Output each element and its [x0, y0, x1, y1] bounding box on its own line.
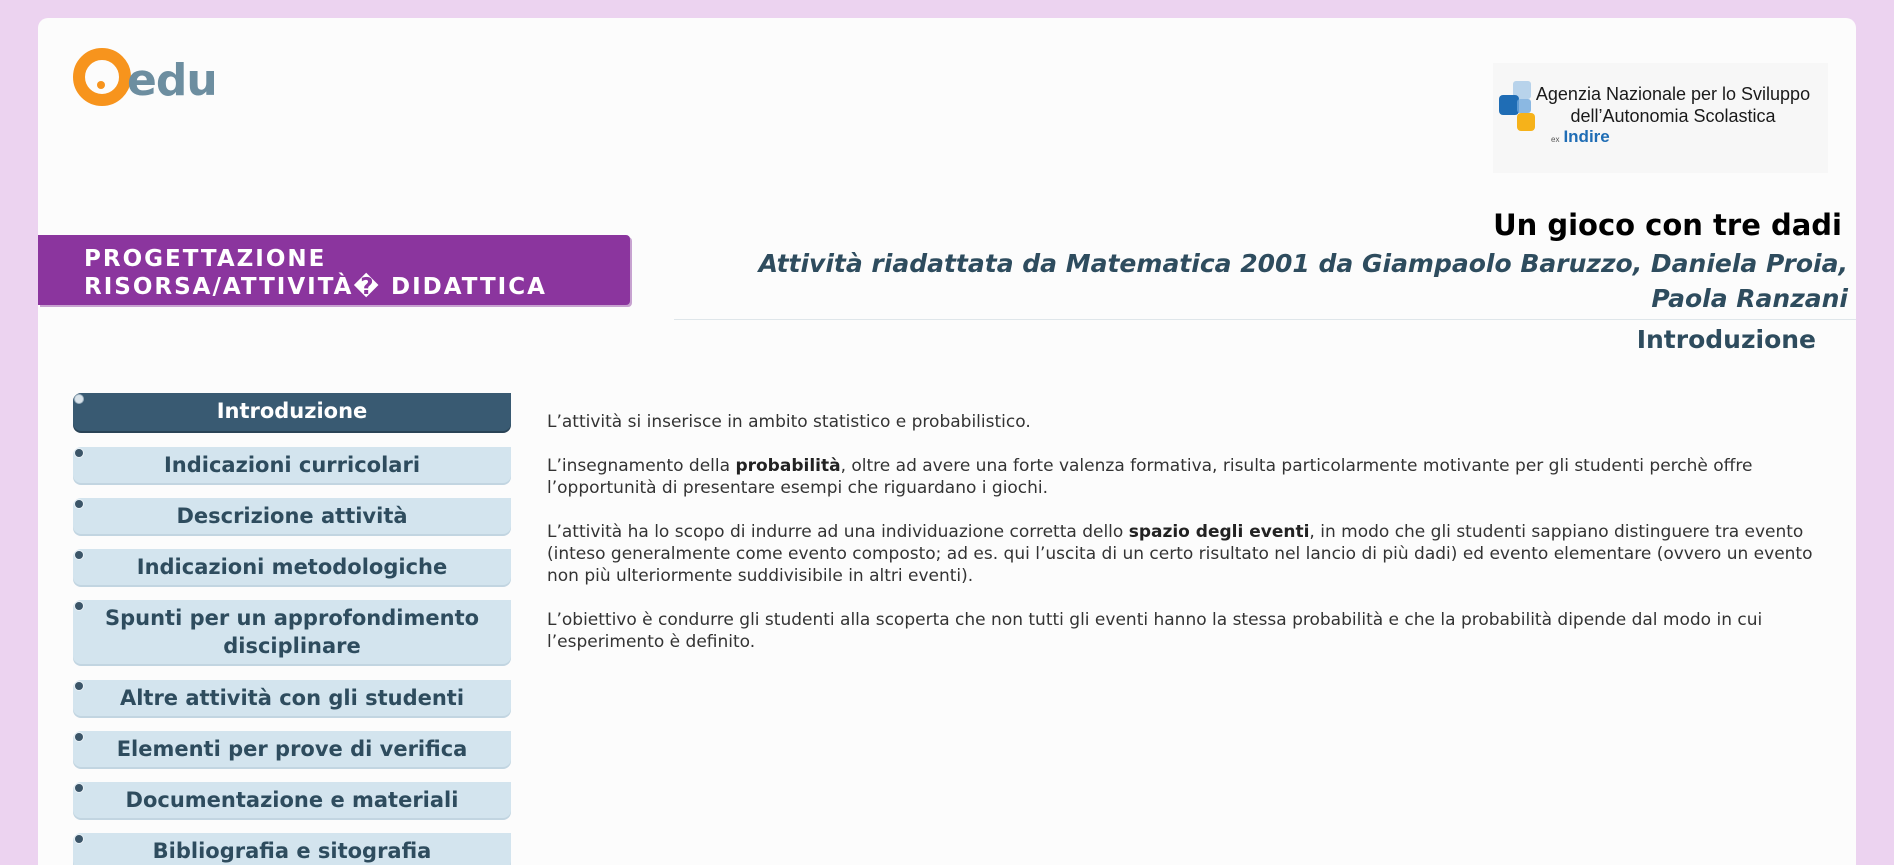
agency-logo[interactable]	[1493, 63, 1828, 173]
paragraph-1: L’attività si inserisce in ambito statistico e probabilistico.	[547, 412, 1031, 432]
nav-item-prove-verifica[interactable]	[73, 731, 511, 767]
edu-logo[interactable]	[72, 41, 222, 111]
bullet-icon	[75, 449, 83, 457]
page-container	[38, 18, 1856, 865]
paragraph-2-post: , oltre ad avere una forte valenza formativa, risulta particolarmente motivante per gli studenti perchè offre l’opportunità di presentare esempi che riguardano i giochi.	[547, 456, 1753, 498]
agency-sub: ex	[1551, 135, 1560, 144]
nav-item-label: Introduzione	[216, 399, 368, 423]
paragraph-3-bold: spazio degli eventi	[1128, 522, 1310, 542]
agency-name: Agenzia Nazionale per lo Sviluppo dell’Autonomia Scolastica	[1535, 84, 1811, 126]
bullet-icon	[75, 395, 83, 403]
nav-item-introduzione[interactable]	[73, 393, 511, 431]
paragraph-3-post: , in modo che gli studenti sappiano distinguere tra evento (inteso generalmente come evento composto; ad es. qui l’uscita di un certo risultato nel lancio di più dadi) ed evento elementare (ovvero un evento non più ulteriormente suddivisibile in altri eventi).	[547, 522, 1813, 586]
page-subtitle: Attività riadattata da Matematica 2001 da Giampaolo Baruzzo, Daniela Proia, Paola Ranzani	[758, 249, 1848, 313]
paragraph-2-pre: L’insegnamento della	[547, 456, 736, 476]
nav-item-label: Elementi per prove di verifica	[116, 737, 468, 761]
nav-item-label: Bibliografia e sitografia	[152, 839, 432, 863]
bullet-icon	[75, 500, 83, 508]
nav-item-bibliografia[interactable]	[73, 833, 511, 865]
nav-item-label: Indicazioni curricolari	[163, 453, 421, 477]
page-title: Un gioco con tre dadi	[1493, 208, 1842, 242]
nav-item-indicazioni-metodologiche[interactable]	[73, 549, 511, 585]
nav-item-label: Spunti per un approfondimento disciplinare	[104, 606, 480, 658]
edu-logo-icon	[72, 41, 222, 111]
logo-text: edu	[127, 55, 217, 106]
paragraph-3-pre: L’attività ha lo scopo di indurre ad una individuazione corretta dello	[547, 522, 1129, 542]
nav-item-indicazioni-curricolari[interactable]	[73, 447, 511, 483]
agency-brand	[1551, 127, 1610, 147]
agency-brand-name: Indire	[1563, 127, 1610, 146]
bullet-icon	[75, 784, 83, 792]
bullet-icon	[75, 835, 83, 843]
nav-item-documentazione[interactable]	[73, 782, 511, 818]
nav-item-label: Altre attività con gli studenti	[119, 686, 465, 710]
bullet-icon	[75, 602, 83, 610]
paragraph-3	[547, 521, 1847, 587]
nav-item-descrizione-attivita[interactable]	[73, 498, 511, 534]
nav-item-spunti-approfondimento[interactable]	[73, 600, 511, 664]
nav-item-altre-attivita[interactable]	[73, 680, 511, 716]
paragraph-2	[547, 455, 1847, 499]
section-title: Introduzione	[1636, 325, 1816, 354]
bullet-icon	[75, 682, 83, 690]
paragraph-4: L’obiettivo è condurre gli studenti alla scoperta che non tutti gli eventi hanno la stessa probabilità e che la probabilità dipende dal modo in cui l’esperimento è definito.	[547, 610, 1763, 652]
bullet-icon	[75, 551, 83, 559]
nav-item-label: Indicazioni metodologiche	[136, 555, 448, 579]
main-content	[547, 411, 1847, 675]
divider	[674, 319, 1856, 320]
bullet-icon	[75, 733, 83, 741]
paragraph-2-bold: probabilità	[735, 456, 841, 476]
nav-item-label: Documentazione e materiali	[125, 788, 459, 812]
section-banner	[38, 235, 630, 305]
banner-text: PROGETTAZIONE RISORSA/ATTIVITÀ� DIDATTICA	[84, 246, 547, 300]
nav-item-label: Descrizione attività	[176, 504, 408, 528]
